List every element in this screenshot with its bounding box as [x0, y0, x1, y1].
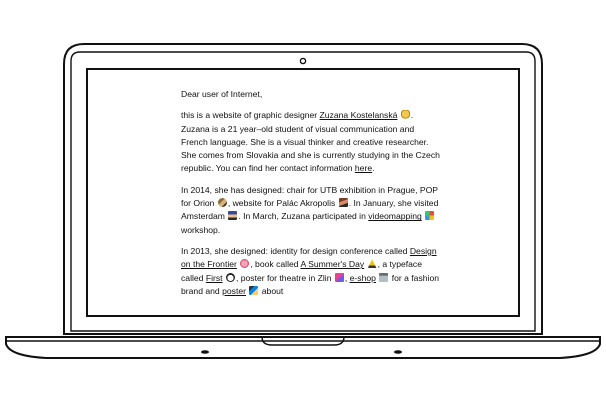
- designer-name-link[interactable]: Zuzana Kostelanská: [319, 110, 398, 121]
- projects-text: ,: [344, 272, 350, 283]
- projects-2013-paragraph: [181, 245, 441, 298]
- a-summers-day-link[interactable]: A Summer's Day: [300, 259, 365, 270]
- laptop-screen: [88, 70, 518, 315]
- projects-text: about: [259, 285, 284, 296]
- warning-icon: [368, 259, 377, 268]
- poster-icon: [249, 286, 258, 295]
- shopping-bag-icon: [379, 273, 388, 282]
- poster-link[interactable]: poster: [222, 285, 246, 296]
- projects-text: , book called: [250, 259, 301, 270]
- projects-2014-paragraph: [181, 184, 441, 237]
- bio-text: . Zuzana is a 21 year–old student of visual communication and French language. She is a visual thinker and creative researcher. She comes from Slovakia and she is currently studying in the Czech republic. You can find her contact information: [181, 110, 440, 174]
- projects-text: . In January, she visited Amsterdam: [181, 198, 439, 222]
- bird-icon: [339, 198, 348, 207]
- e-shop-link[interactable]: e-shop: [349, 272, 376, 283]
- television-icon: [335, 273, 344, 282]
- projects-text: for a fashion brand and: [181, 272, 440, 296]
- smiley-face-icon: [401, 110, 410, 119]
- projects-text: In 2013, she designed: identity for design conference called: [181, 245, 410, 256]
- videomapping-link[interactable]: videomapping: [368, 211, 422, 222]
- projects-text: , website for Palác Akropolis: [227, 198, 338, 209]
- projects-text: , a typeface called: [181, 259, 423, 283]
- first-typeface-link[interactable]: First: [205, 272, 223, 283]
- webcam-icon: [300, 58, 305, 63]
- design-on-the-frontier-link[interactable]: Design on the Frontier: [181, 245, 437, 270]
- greeting: Dear user of Internet,: [181, 89, 263, 99]
- monkey-icon: [218, 198, 227, 207]
- intro-letter: [181, 88, 441, 306]
- bio-text: this is a website of graphic designer: [181, 110, 320, 121]
- pink-blob-icon: [240, 259, 249, 268]
- projects-text: . In March, Zuzana participated in: [238, 211, 369, 222]
- bio-text: .: [372, 163, 375, 174]
- bio-paragraph: [181, 109, 441, 175]
- projects-text: , poster for theatre in Zlin: [235, 272, 334, 283]
- rubiks-cube-icon: [425, 211, 434, 220]
- contact-here-link[interactable]: here: [354, 163, 373, 174]
- projects-text: In 2014, she has designed: chair for UTB exhibition in Prague, POP for Orion: [181, 184, 438, 209]
- panda-icon: [226, 273, 235, 282]
- projects-text: workshop.: [181, 224, 221, 235]
- laptop-foot-left: [201, 350, 209, 354]
- person-icon: [228, 211, 237, 220]
- laptop-foot-right: [394, 350, 402, 354]
